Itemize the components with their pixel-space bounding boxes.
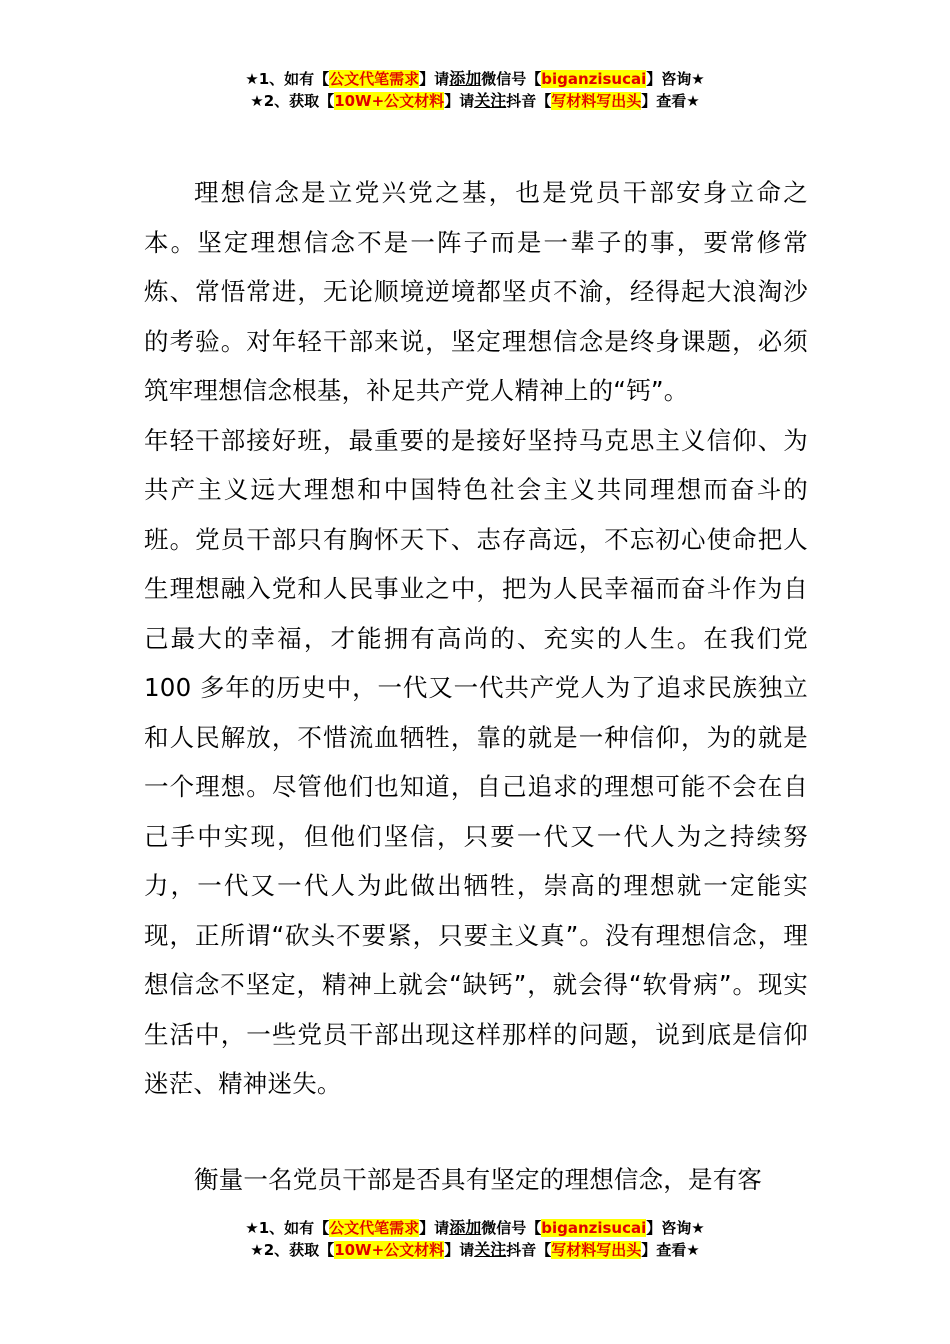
footer-promo-banner: [0, 1217, 950, 1261]
promo-text: 】查看★: [641, 1241, 700, 1259]
promo-text: 微信号【: [481, 70, 542, 88]
promo-highlight: 写材料写出头: [551, 92, 642, 110]
promo-underline: 添加: [449, 69, 482, 88]
promo-text: 】咨询★: [646, 1219, 705, 1237]
promo-text: 】请: [444, 92, 475, 110]
promo-highlight: biganzisucai: [541, 70, 647, 88]
promo-text: 】请: [419, 70, 450, 88]
promo-text: 】查看★: [641, 92, 700, 110]
promo-text: 】请: [419, 1219, 450, 1237]
promo-text: ★2、获取【: [250, 92, 335, 110]
promo-line-2: [0, 1239, 950, 1261]
promo-text: ★2、获取【: [250, 1241, 335, 1259]
promo-text: 】咨询★: [646, 70, 705, 88]
promo-line-1: [0, 68, 950, 90]
promo-highlight: 写材料写出头: [551, 1241, 642, 1259]
promo-text: ★1、如有【: [245, 70, 330, 88]
header-promo-banner: [0, 68, 950, 112]
promo-text: 抖音【: [506, 92, 552, 110]
promo-underline: 关注: [474, 1240, 507, 1259]
promo-text: 微信号【: [481, 1219, 542, 1237]
promo-underline: 添加: [449, 1218, 482, 1237]
promo-highlight: 公文代笔需求: [329, 70, 420, 88]
document-body: [144, 168, 808, 1204]
paragraph-2: 年轻干部接好班，最重要的是接好坚持马克思主义信仰、为共产主义远大理想和中国特色社会主义共同理想而奋斗的班。党员干部只有胸怀天下、志存高远，不忘初心使命把人生理想融入党和人民事业之中，把为人民幸福而奋斗作为自己最大的幸福，才能拥有高尚的、充实的人生。在我们党 100 多年的历史中，一代又一代共产党人为了追求民族独立和人民解放，不惜流血牺牲，靠的就是一种信仰，为的就是一个理想。尽管他们也知道，自己追求的理想可能不会在自己手中实现，但他们坚信，只要一代又一代人为之持续努力，一代又一代人为此做出牺牲，崇高的理想就一定能实现，正所谓“砍头不要紧，只要主义真”。没有理想信念，理想信念不坚定，精神上就会“缺钙”，就会得“软骨病”。现实生活中，一些党员干部出现这样那样的问题，说到底是信仰迷茫、精神迷失。: [144, 425, 808, 1098]
promo-line-2: [0, 90, 950, 112]
promo-line-1: [0, 1217, 950, 1239]
paragraph-3: 衡量一名党员干部是否具有坚定的理想信念，是有客: [194, 1164, 763, 1194]
promo-highlight: 公文代笔需求: [329, 1219, 420, 1237]
promo-highlight: biganzisucai: [541, 1219, 647, 1237]
paragraph-1: 理想信念是立党兴党之基，也是党员干部安身立命之本。坚定理想信念不是一阵子而是一辈子的事，要常修常炼、常悟常进，无论顺境逆境都坚贞不渝，经得起大浪淘沙的考验。对年轻干部来说，坚定理想信念是终身课题，必须筑牢理想信念根基，补足共产党人精神上的“钙”。: [144, 178, 808, 405]
promo-text: 】请: [444, 1241, 475, 1259]
promo-underline: 关注: [474, 91, 507, 110]
promo-highlight: 10W+公文材料: [334, 1241, 445, 1259]
promo-text: ★1、如有【: [245, 1219, 330, 1237]
promo-text: 抖音【: [506, 1241, 552, 1259]
promo-highlight: 10W+公文材料: [334, 92, 445, 110]
